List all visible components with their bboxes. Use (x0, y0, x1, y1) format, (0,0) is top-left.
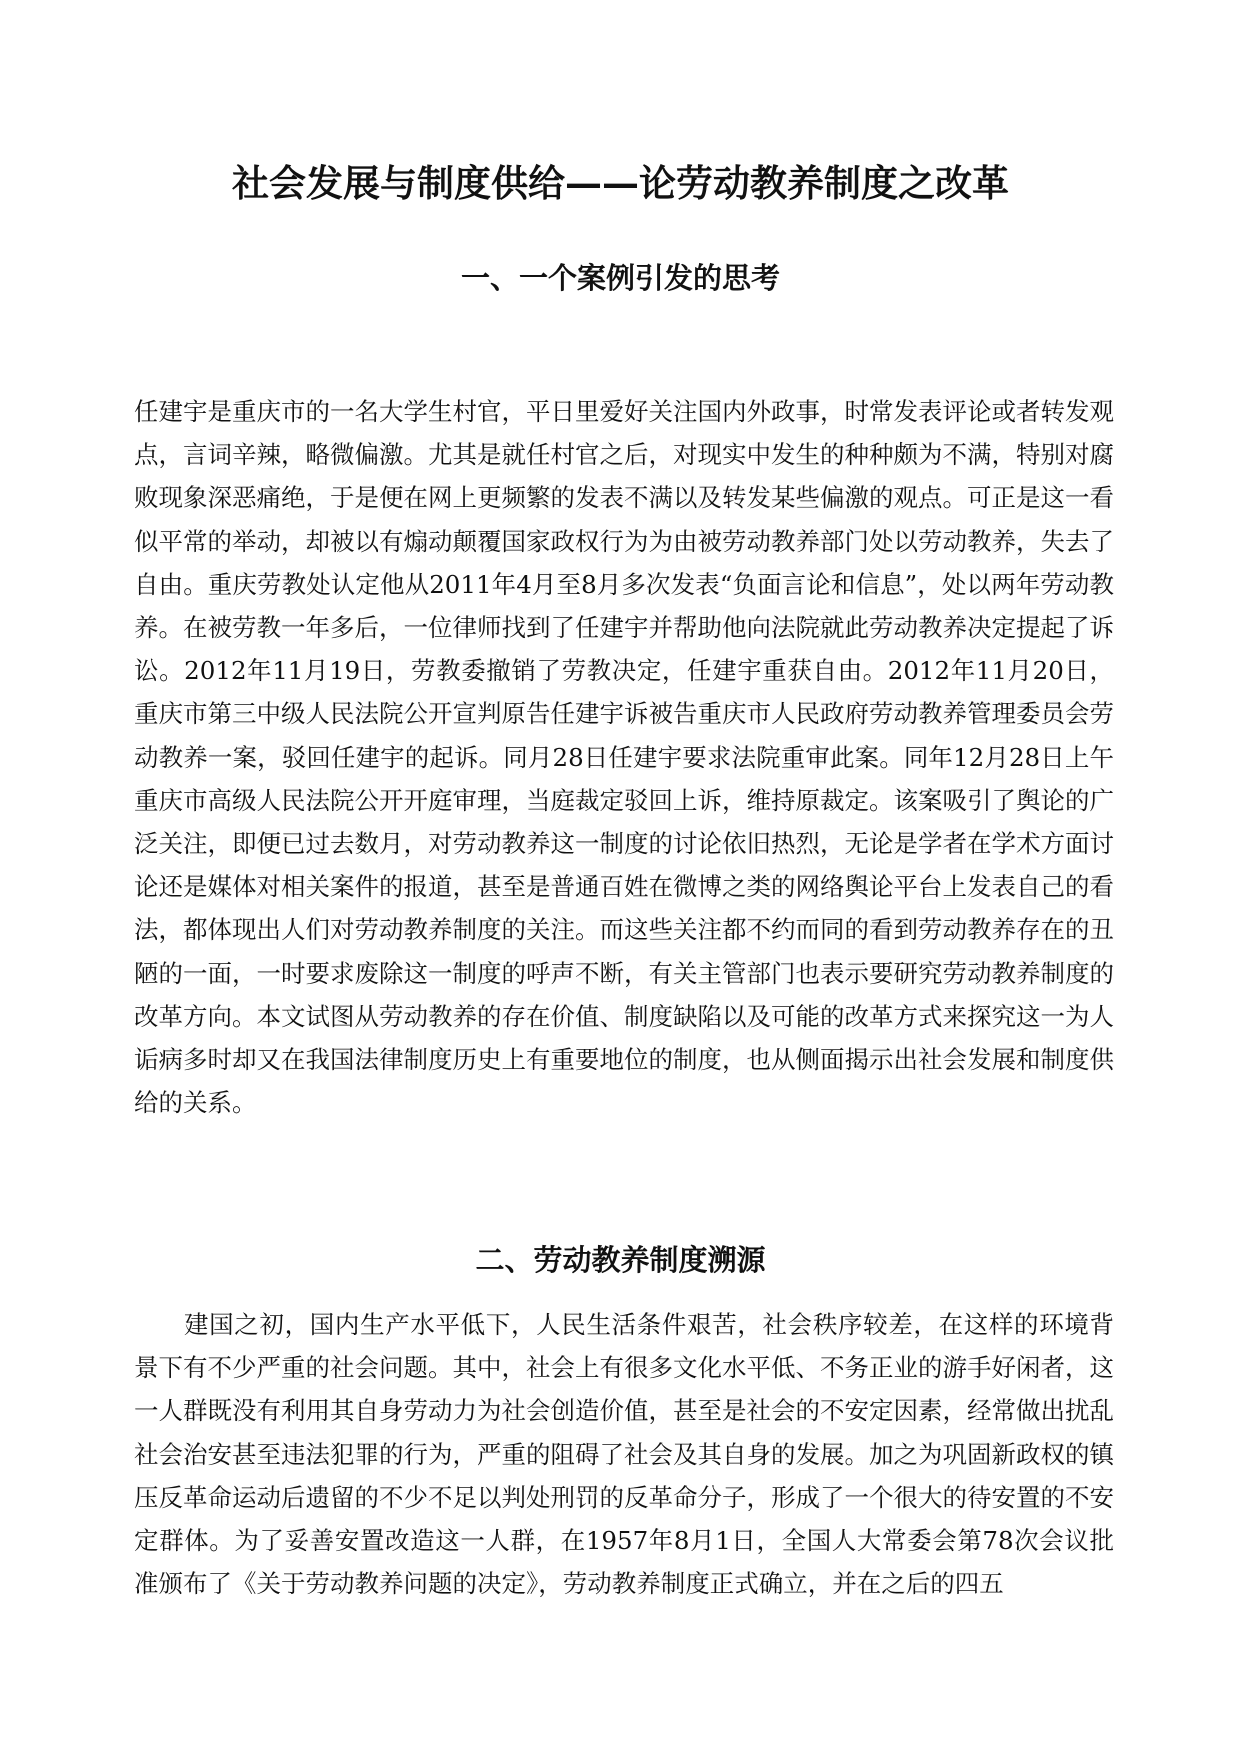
section-2-paragraph: 建国之初，国内生产水平低下，人民生活条件艰苦，社会秩序较差，在这样的环境背景下有不少严重的社会问题。其中，社会上有很多文化水平低、不务正业的游手好闲者，这一人群既没有利用其自身劳动力为社会创造价值，甚至是社会的不安定因素，经常做出扰乱社会治安甚至违法犯罪的行为，严重的阻碍了社会及其自身的发展。加之为巩固新政权的镇压反革命运动后遗留的不少不足以判处刑罚的反革命分子，形成了一个很大的待安置的不安定群体。为了妥善安置改造这一人群，在1957年8月1日，全国人大常委会第78次会议批准颁布了《关于劳动教养问题的决定》，劳动教养制度正式确立，并在之后的四五 (134, 1310, 1114, 1599)
document-title: 社会发展与制度供给——论劳动教养制度之改革 (232, 161, 1009, 205)
section-1-paragraph: 任建宇是重庆市的一名大学生村官，平日里爱好关注国内外政事，时常发表评论或者转发观点，言词辛辣，略微偏激。尤其是就任村官之后，对现实中发生的种种颇为不满，特别对腐败现象深恶痛绝，于是便在网上更频繁的发表不满以及转发某些偏激的观点。可正是这一看似平常的举动，却被以有煽动颠覆国家政权行为为由被劳动教养部门处以劳动教养，失去了自由。重庆劳教处认定他从2011年4月至8月多次发表“负面言论和信息”，处以两年劳动教养。在被劳教一年多后，一位律师找到了任建宇并帮助他向法院就此劳动教养决定提起了诉讼。2012年11月19日，劳教委撤销了劳教决定，任建宇重获自由。2012年11月20日，重庆市第三中级人民法院公开宣判原告任建宇诉被告重庆市人民政府劳动教养管理委员会劳动教养一案，驳回任建宇的起诉。同月28日任建宇要求法院重审此案。同年12月28日上午重庆市高级人民法院公开开庭审理，当庭裁定驳回上诉，维持原裁定。该案吸引了舆论的广泛关注，即便已过去数月，对劳动教养这一制度的讨论依旧热烈，无论是学者在学术方面讨论还是媒体对相关案件的报道，甚至是普通百姓在微博之类的网络舆论平台上发表自己的看法，都体现出人们对劳动教养制度的关注。而这些关注都不约而同的看到劳动教养存在的丑陋的一面，一时要求废除这一制度的呼声不断，有关主管部门也表示要研究劳动教养制度的改革方向。本文试图从劳动教养的存在价值、制度缺陷以及可能的改革方式来探究这一为人诟病多时却又在我国法律制度历史上有重要地位的制度，也从侧面揭示出社会发展和制度供给的关系。 (134, 397, 1114, 1118)
section-heading-1: 一、一个案例引发的思考 (460, 261, 780, 295)
section-heading-2: 二、劳动教养制度溯源 (475, 1243, 766, 1277)
